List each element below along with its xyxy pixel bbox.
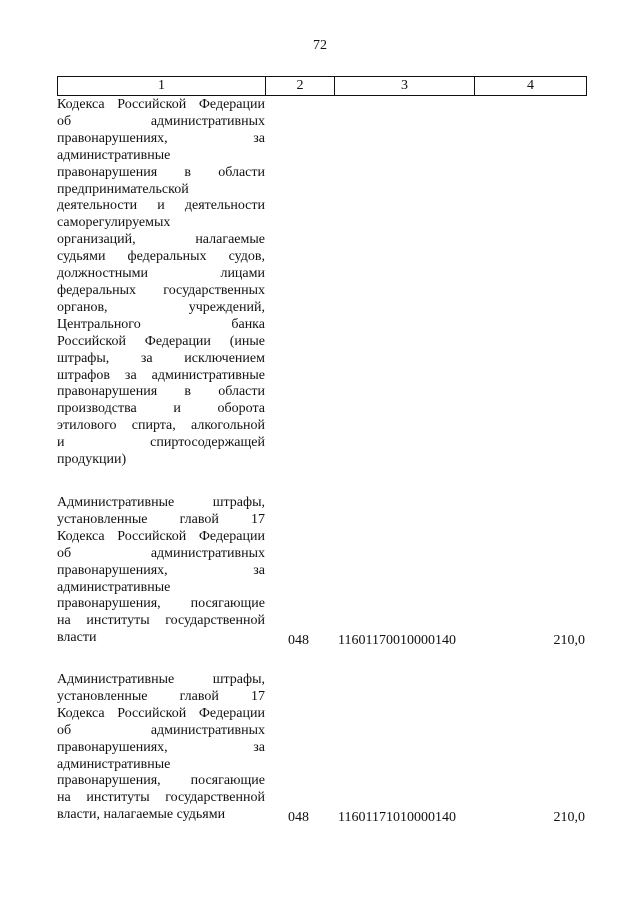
description-line: на институты государственной [57,790,265,806]
header-col-3: 3 [335,77,475,95]
description-line: продукции) [57,452,127,468]
description-line: производства и оборота [57,401,265,417]
description-line: об административных [57,545,265,561]
description-line: правонарушения, посягающие [57,773,265,789]
table-row-description [57,97,265,469]
description-line: судьями федеральных судов, [57,249,265,265]
description-line: этилового спирта, алкогольной [57,418,265,434]
description-line: Кодекса Российской Федерации [57,528,265,544]
description-line: штрафов за административные [57,367,265,383]
gov-code-cell: 048 [288,810,309,825]
description-line: предпринимательской [57,181,189,197]
description-line: правонарушения, посягающие [57,596,265,612]
kbk-code-cell: 11601170010000140 [338,633,456,648]
description-line: органов, учреждений, [57,299,265,315]
description-line: установленные главой 17 [57,511,265,527]
description-line: правонарушениях, за [57,739,265,755]
description-line: саморегулируемых [57,215,171,231]
description-line: Административные штрафы, [57,672,265,687]
table-row-description [57,672,265,824]
description-line: правонарушениях, за [57,130,265,146]
description-line: правонарушениях, за [57,562,265,578]
description-line: правонарушения в области [57,384,265,400]
description-line: Российской Федерации (иные [57,333,265,349]
page-number: 72 [313,38,327,53]
header-col-1: 1 [58,77,266,95]
header-col-4: 4 [527,78,534,93]
description-line: об административных [57,722,265,738]
description-line: власти [57,630,97,646]
amount-cell: 210,0 [553,810,585,825]
description-line: организаций, налагаемые [57,232,265,248]
table-row-description [57,495,265,647]
description-line: Административные штрафы, [57,495,265,510]
description-line: и спиртосодержащей [57,435,265,451]
amount-cell: 210,0 [553,633,585,648]
table-header [57,76,587,96]
description-line: Кодекса Российской Федерации [57,705,265,721]
description-line: административные [57,147,171,163]
description-line: Кодекса Российской Федерации [57,97,265,112]
description-line: установленные главой 17 [57,688,265,704]
description-line: об административных [57,113,265,129]
description-line: административные [57,579,171,595]
description-line: Центрального банка [57,316,265,332]
description-line: правонарушения в области [57,164,265,180]
description-line: власти, налагаемые судьями [57,807,226,823]
description-line: деятельности и деятельности [57,198,265,214]
description-line: должностными лицами [57,266,265,282]
kbk-code-cell: 11601171010000140 [338,810,456,825]
description-line: федеральных государственных [57,282,265,298]
gov-code-cell: 048 [288,633,309,648]
description-line: административные [57,756,171,772]
description-line: на институты государственной [57,613,265,629]
description-line: штрафы, за исключением [57,350,265,366]
header-col-2: 2 [266,77,335,95]
